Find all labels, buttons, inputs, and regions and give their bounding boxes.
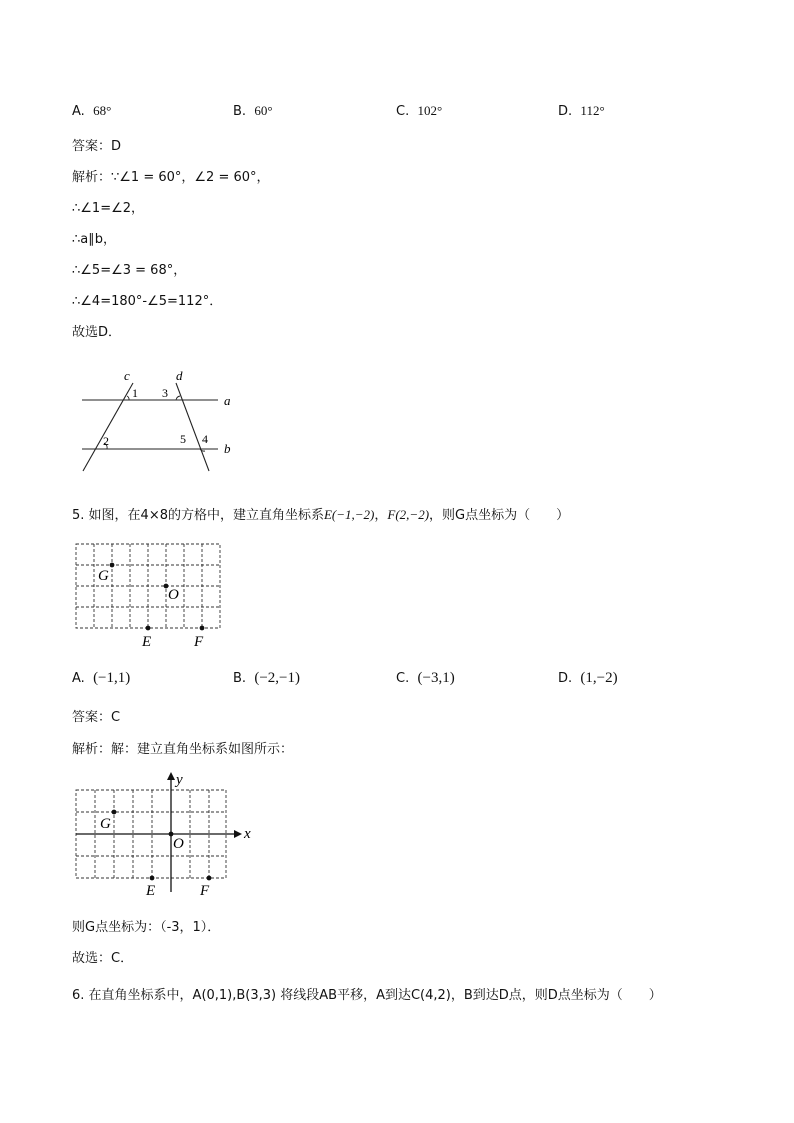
- point-g: [110, 563, 115, 568]
- label-x: x: [244, 826, 251, 842]
- q4-option-c: [396, 103, 442, 119]
- q4-parallel-lines-figure: [70, 365, 250, 477]
- label-2: 2: [103, 434, 109, 448]
- point-f: [207, 876, 212, 881]
- q5-e-coord: E(−1,−2): [323, 507, 375, 522]
- label-o: O: [173, 836, 184, 852]
- q5-sep: ，: [374, 508, 388, 523]
- angle-arc-3: [176, 396, 180, 400]
- label-e: E: [146, 883, 156, 898]
- q4-option-b: [233, 103, 273, 119]
- q6-stem-text: 在直角坐标系中，A(0,1),B(3,3) 将线段AB平移，A到达C(4,2)，B到达D点，则D点坐标为（ ）: [88, 988, 662, 1003]
- q5-option-a-value: (−1,1): [93, 670, 131, 686]
- q4-solution-line-4: ∴∠5=∠3 = 68°，: [72, 263, 187, 278]
- q4-option-d-value: 112°: [580, 103, 605, 118]
- point-e: [146, 626, 151, 631]
- q5-option-a-letter: A.: [72, 671, 85, 686]
- q5-option-c-value: (−3,1): [417, 670, 455, 686]
- q4-solution-line-6: 故选D．: [72, 325, 122, 340]
- y-axis-arrow: [167, 772, 175, 780]
- q4-option-c-letter: C.: [396, 104, 410, 119]
- label-y: y: [176, 772, 183, 788]
- q4-answer: 答案：D: [72, 139, 122, 154]
- q5-stem-part2: ，则G点坐标为（ ）: [429, 508, 570, 523]
- q6-number: 6.: [72, 988, 85, 1003]
- label-f: F: [194, 634, 204, 650]
- q5-option-d: [558, 670, 618, 687]
- q4-option-d-letter: D.: [558, 104, 573, 119]
- q4-option-c-value: 102°: [417, 103, 443, 118]
- point-f: [200, 626, 205, 631]
- label-5: 5: [180, 432, 186, 446]
- q6-stem: [72, 984, 662, 1003]
- q4-option-b-value: 60°: [254, 103, 273, 118]
- q5-axes-figure: [70, 768, 260, 898]
- angle-arc-1: [127, 396, 129, 400]
- label-f: F: [200, 883, 210, 898]
- label-a: a: [224, 393, 231, 408]
- label-1: 1: [132, 386, 138, 400]
- q4-solution-line-1: 解析：∵∠1 = 60°，∠2 = 60°，: [72, 170, 270, 185]
- point-g: [112, 810, 117, 815]
- q4-option-a-value: 68°: [93, 103, 112, 118]
- q5-option-b-letter: B.: [233, 671, 247, 686]
- q4-option-d: [558, 103, 605, 119]
- q5-option-b-value: (−2,−1): [254, 670, 300, 686]
- q5-answer: 答案：C: [72, 710, 121, 725]
- q4-solution-line-2: ∴∠1=∠2，: [72, 201, 145, 216]
- q5-f-coord: F(2,−2): [387, 507, 430, 522]
- q5-option-d-value: (1,−2): [580, 670, 618, 686]
- label-e: E: [142, 634, 152, 650]
- point-e: [150, 876, 155, 881]
- label-4: 4: [202, 432, 208, 446]
- q5-number: 5.: [72, 508, 85, 523]
- q5-option-d-letter: D.: [558, 671, 573, 686]
- q5-stem-part1: 如图，在4×8的方格中，建立直角坐标系: [88, 508, 324, 523]
- q5-option-b: [233, 670, 300, 687]
- q5-option-a: [72, 670, 130, 687]
- q4-solution-line-5: ∴∠4=180°-∠5=112°．: [72, 294, 223, 309]
- q5-choose: 故选：C．: [72, 951, 134, 966]
- q5-option-c-letter: C.: [396, 671, 410, 686]
- label-g: G: [98, 568, 109, 584]
- line-c: [83, 383, 133, 471]
- label-b: b: [224, 441, 231, 456]
- q4-solution-line-3: ∴a∥b，: [72, 232, 116, 247]
- line-d: [176, 383, 209, 471]
- q5-conclusion: 则G点坐标为：（-3，1）．: [72, 920, 221, 935]
- x-axis-arrow: [234, 830, 242, 838]
- q4-option-b-letter: B.: [233, 104, 247, 119]
- label-o: O: [168, 587, 179, 603]
- q5-solution-intro: 解析：解：建立直角坐标系如图所示：: [72, 742, 294, 757]
- label-c: c: [124, 368, 130, 383]
- label-d: d: [176, 368, 183, 383]
- q5-option-c: [396, 670, 455, 687]
- label-3: 3: [162, 386, 168, 400]
- label-g: G: [100, 816, 111, 832]
- q5-stem: [72, 504, 569, 523]
- q5-grid-figure: [74, 542, 226, 652]
- q4-option-a-letter: A.: [72, 104, 85, 119]
- q4-option-a: [72, 103, 111, 119]
